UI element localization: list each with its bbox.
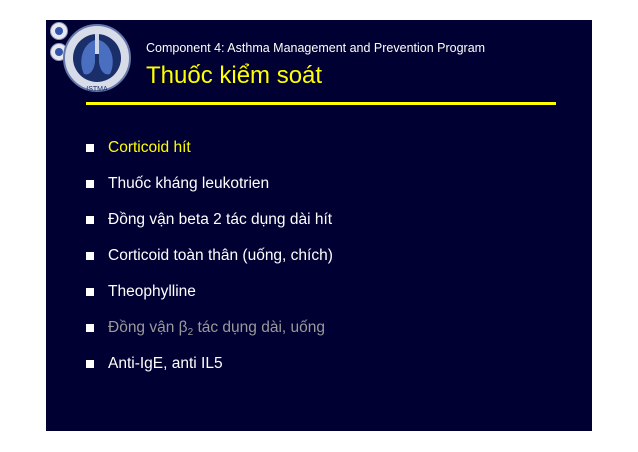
asthma-logo-icon	[62, 22, 132, 94]
list-item-subscript: 2	[187, 327, 194, 338]
list-item-text	[108, 319, 325, 336]
list-item-suffix: tác dụng dài, uống	[193, 319, 325, 336]
list-item-text: Anti-IgE, anti IL5	[108, 355, 223, 372]
bullet-list	[84, 138, 333, 390]
list-item-text: Corticoid hít	[108, 139, 191, 156]
list-item	[84, 354, 333, 390]
list-item-prefix: Đồng vận β	[108, 319, 188, 336]
bullet-square-icon	[86, 144, 94, 152]
bullet-square-icon	[86, 288, 94, 296]
list-item	[84, 174, 333, 210]
list-item-text: Theophylline	[108, 283, 196, 300]
list-item-text: Thuốc kháng leukotrien	[108, 175, 270, 192]
list-item	[84, 282, 333, 318]
list-item	[84, 246, 333, 282]
list-item	[84, 138, 333, 174]
list-item	[84, 318, 333, 354]
list-item-text: Đồng vận beta 2 tác dụng dài hít	[108, 211, 333, 228]
logo-text: ISTMA	[86, 86, 108, 93]
bullet-square-icon	[86, 252, 94, 260]
bullet-square-icon	[86, 360, 94, 368]
bullet-square-icon	[86, 180, 94, 188]
bullet-square-icon	[86, 324, 94, 332]
list-item-text: Corticoid toàn thân (uống, chích)	[108, 247, 333, 264]
list-item	[84, 210, 333, 246]
title-underline	[86, 102, 556, 105]
component-subtitle: Component 4: Asthma Management and Prevention Program	[146, 41, 486, 55]
slide-title: Thuốc kiểm soát	[146, 62, 323, 89]
bullet-square-icon	[86, 216, 94, 224]
